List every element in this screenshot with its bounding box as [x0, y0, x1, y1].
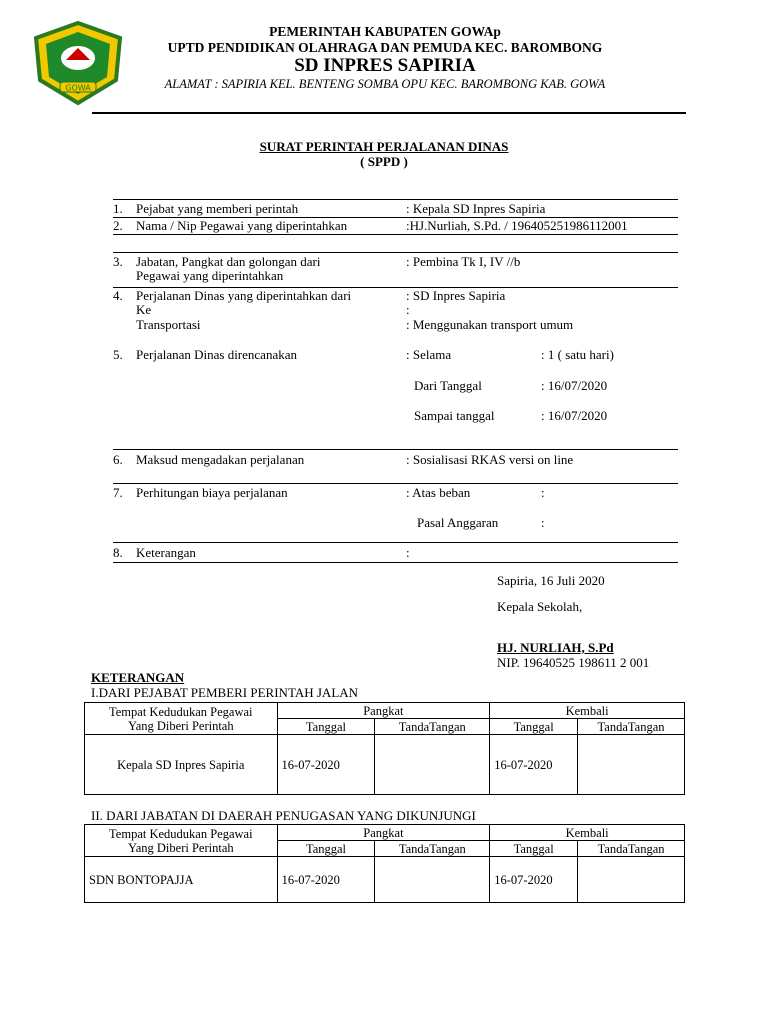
header-pangkat: Pangkat — [277, 825, 490, 841]
cell-tanggal: 16-07-2020 — [277, 735, 375, 795]
item-number: 7. — [113, 485, 123, 500]
keterangan-section-2-title: II. DARI JABATAN DI DAERAH PENUGASAN YANG DIKUNJUNGI — [91, 808, 476, 823]
item-label: Nama / Nip Pegawai yang diperintahkan — [136, 218, 348, 233]
item-label-cont: Ke — [136, 302, 152, 317]
signature-place-date: Sapiria, 16 Juli 2020 — [497, 573, 605, 588]
item-number: 3. — [113, 254, 123, 269]
item-label: Perjalanan Dinas direncanakan — [136, 347, 297, 362]
cell-signature — [578, 735, 685, 795]
item-number: 6. — [113, 452, 123, 467]
item-value: : — [541, 515, 545, 530]
logo-text: GOWA — [65, 83, 91, 93]
item-sublabel: Sampai tanggal — [414, 408, 495, 423]
cell-signature — [578, 857, 685, 903]
header-school-name: SD INPRES SAPIRIA — [294, 55, 476, 76]
item-sublabel: Dari Tanggal — [414, 378, 482, 393]
gowa-logo — [30, 20, 126, 106]
item-value: : 16/07/2020 — [541, 378, 608, 393]
header-tandatangan: TandaTangan — [578, 841, 685, 857]
document-subtitle: ( SPPD ) — [360, 154, 408, 169]
item-value: :HJ.Nurliah, S.Pd. / 196405251986112001 — [406, 218, 628, 233]
item-value: : SD Inpres Sapiria — [406, 288, 506, 303]
header-tanggal: Tanggal — [490, 719, 578, 735]
item-sublabel: Pasal Anggaran — [417, 515, 499, 530]
item-label-cont: Transportasi — [136, 317, 201, 332]
header-place: Tempat Kedudukan Pegawai Yang Diberi Perintah — [85, 703, 278, 735]
header-uptd: UPTD PENDIDIKAN OLAHRAGA DAN PEMUDA KEC. BAROMBONG — [167, 40, 603, 55]
cell-tanggal: 16-07-2020 — [490, 857, 578, 903]
header-tandatangan: TandaTangan — [375, 841, 490, 857]
cell-signature — [375, 857, 490, 903]
divider — [113, 542, 678, 543]
item-sublabel: : Atas beban — [406, 485, 471, 500]
signature-nip: NIP. 19640525 198611 2 001 — [497, 655, 650, 670]
divider — [113, 449, 678, 450]
item-value: : Menggunakan transport umum — [406, 317, 574, 332]
item-label: Keterangan — [136, 545, 196, 560]
header-address: ALAMAT : SAPIRIA KEL. BENTENG SOMBA OPU KEC. BAROMBONG KAB. GOWA — [164, 77, 606, 91]
item-value: : 16/07/2020 — [541, 408, 608, 423]
header-tandatangan: TandaTangan — [578, 719, 685, 735]
cell-tanggal: 16-07-2020 — [277, 857, 375, 903]
header-tandatangan: TandaTangan — [375, 719, 490, 735]
divider — [113, 562, 678, 563]
item-value: : Pembina Tk I, IV //b — [406, 254, 521, 269]
divider — [113, 199, 678, 200]
cell-place: SDN BONTOPAJJA — [85, 857, 278, 903]
header-place: Tempat Kedudukan Pegawai Yang Diberi Perintah — [85, 825, 278, 857]
header-government: PEMERINTAH KABUPATEN GOWAp — [269, 24, 501, 39]
item-value: : — [406, 545, 410, 560]
cell-tanggal: 16-07-2020 — [490, 735, 578, 795]
header-pangkat: Pangkat — [277, 703, 490, 719]
cell-place: Kepala SD Inpres Sapiria — [85, 735, 278, 795]
item-value: : — [541, 485, 545, 500]
header-kembali: Kembali — [490, 703, 685, 719]
header-tanggal: Tanggal — [490, 841, 578, 857]
signature-position: Kepala Sekolah, — [497, 599, 583, 614]
item-label: Perjalanan Dinas yang diperintahkan dari — [136, 288, 352, 303]
keterangan-table-1 — [84, 702, 685, 795]
item-number: 2. — [113, 218, 123, 233]
item-label: Perhitungan biaya perjalanan — [136, 485, 288, 500]
divider — [113, 483, 678, 484]
item-number: 5. — [113, 347, 123, 362]
header-tanggal: Tanggal — [277, 719, 375, 735]
cell-signature — [375, 735, 490, 795]
item-number: 1. — [113, 201, 123, 216]
header-tanggal: Tanggal — [277, 841, 375, 857]
item-value: : Kepala SD Inpres Sapiria — [406, 201, 546, 216]
header-kembali: Kembali — [490, 825, 685, 841]
item-number: 8. — [113, 545, 123, 560]
keterangan-table-2 — [84, 824, 685, 903]
header-divider — [92, 112, 686, 114]
item-sublabel: : Selama — [406, 347, 452, 362]
item-value: : 1 ( satu hari) — [541, 347, 614, 362]
item-value: : Sosialisasi RKAS versi on line — [406, 452, 574, 467]
item-number: 4. — [113, 288, 123, 303]
item-label: Maksud mengadakan perjalanan — [136, 452, 305, 467]
item-value: : — [406, 302, 410, 317]
keterangan-section-1-title: I.DARI PEJABAT PEMBERI PERINTAH JALAN — [91, 685, 359, 700]
divider — [113, 252, 678, 253]
item-label-cont: Pegawai yang diperintahkan — [136, 268, 284, 283]
divider — [113, 234, 678, 235]
signature-name: HJ. NURLIAH, S.Pd — [497, 640, 614, 655]
item-label: Jabatan, Pangkat dan golongan dari — [136, 254, 321, 269]
document-title: SURAT PERINTAH PERJALANAN DINAS — [259, 139, 509, 154]
keterangan-heading: KETERANGAN — [91, 670, 185, 685]
item-label: Pejabat yang memberi perintah — [136, 201, 299, 216]
